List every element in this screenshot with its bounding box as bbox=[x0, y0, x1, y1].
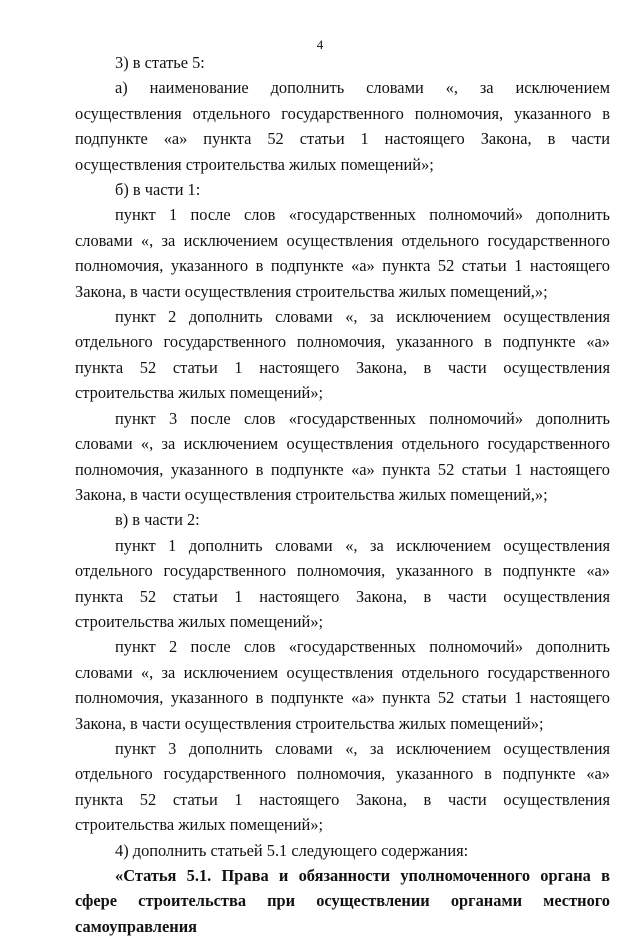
paragraph-item-a: а) наименование дополнить словами «, за исключением осуществления отдельного государственного полномочия, указанного в подпункте «а» пункта 52 статьи 1 настоящего Закона, в части осуществления строительства жилых помещений»; bbox=[75, 78, 610, 174]
paragraph-part2-point3: пункт 3 дополнить словами «, за исключением осуществления отдельного государственного полномочия, указанного в подпункте «а» пункта 52 статьи 1 настоящего Закона, в части осуществления строительства жилых помещений»; bbox=[75, 738, 610, 835]
paragraph-item-v: в) в части 2: bbox=[115, 510, 200, 530]
article-heading: «Статья 5.1. Права и обязанности уполномоченного органа в сфере строительства при осуществлении органами местного самоуправления bbox=[75, 866, 610, 936]
paragraph-part2-point1: пункт 1 дополнить словами «, за исключением осуществления отдельного государственного полномочия, указанного в подпункте «а» пункта 52 статьи 1 настоящего Закона, в части осуществления строительства жилых помещений»; bbox=[75, 535, 610, 631]
page-number: 4 bbox=[316, 37, 324, 52]
paragraph-item-b: б) в части 1: bbox=[115, 180, 201, 200]
document-body bbox=[75, 50, 610, 939]
paragraph-part1-point2: пункт 2 дополнить словами «, за исключением осуществления отдельного государственного полномочия, указанного в подпункте «а» пункта 52 статьи 1 настоящего Закона, в части осуществления строительства жилых помещений»; bbox=[75, 307, 610, 403]
paragraph-part2-point2: пункт 2 после слов «государственных полномочий» дополнить словами «, за исключением осуществления отдельного государственного полномочия, указанного в подпункте «а» пункта 52 статьи 1 настоящего Закона, в части осуществления строительства жилых помещений»; bbox=[75, 637, 610, 733]
paragraph-part1-point3: пункт 3 после слов «государственных полномочий» дополнить словами «, за исключением осуществления отдельного государственного полномочия, указанного в подпункте «а» пункта 52 статьи 1 настоящего Закона, в части осуществления строительства жилых помещений,»; bbox=[75, 408, 610, 504]
paragraph-item-4: 4) дополнить статьей 5.1 следующего содержания: bbox=[115, 840, 469, 860]
paragraph-part1-point1: пункт 1 после слов «государственных полномочий» дополнить словами «, за исключением осуществления отдельного государственного полномочия, указанного в подпункте «а» пункта 52 статьи 1 настоящего Закона, в части осуществления строительства жилых помещений,»; bbox=[75, 205, 610, 301]
paragraph-article-5: 3) в статье 5: bbox=[115, 53, 205, 72]
